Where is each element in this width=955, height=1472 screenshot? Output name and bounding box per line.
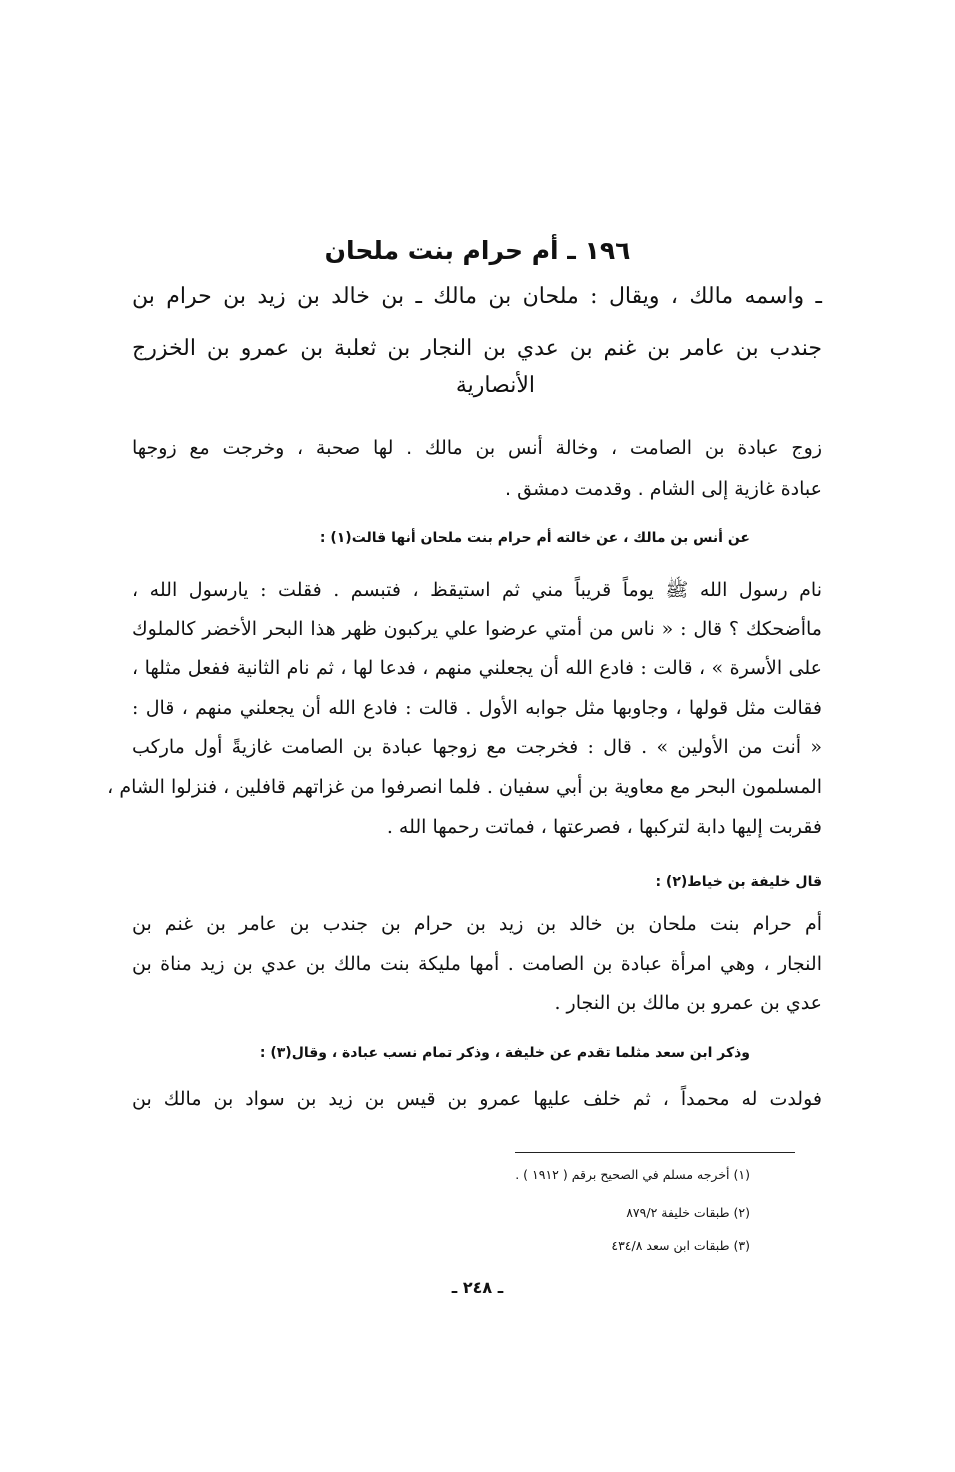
narration-1-line-1: نام رسول الله ﷺ يوماً قريباً مني ثم استيقظ ، فتبسم . فقلت : يارسول الله ،: [132, 579, 822, 601]
narration-3-heading: وذكر ابن سعد مثلما تقدم عن خليفة ، وذكر تمام نسب عبادة ، وقال(٣) :: [259, 1045, 750, 1061]
narration-1-heading: عن أنس بن مالك ، عن خالته أم حرام بنت ملحان أنها قالت(١) :: [319, 530, 750, 546]
narration-1-line-5: « أنت من الأولين » . قال : فخرجت مع زوجها عبادة بن الصامت غازيةً أول ماركب: [132, 736, 822, 758]
footnote-separator: [515, 1152, 795, 1153]
intro-line-1: زوج عبادة بن الصامت ، وخالة أنس بن مالك . لها صحبة ، وخرجت مع زوجها: [132, 437, 822, 459]
narration-1-line-7: فقربت إليها دابة لتركبها ، فصرعتها ، فماتت رحمها الله .: [386, 816, 822, 838]
lineage-line-2: جندب بن عامر بن غنم بن عدي بن النجار بن ثعلبة بن عمرو بن الخزرج: [132, 336, 822, 361]
footnote-2: (٢) طبقات خليفة ٨٧٩/٢: [626, 1205, 750, 1220]
narration-2-heading: قال خليفة بن خياط(٢) :: [655, 874, 822, 890]
intro-line-2: عبادة غازية إلى الشام . وقدمت دمشق .: [505, 478, 822, 500]
narration-2-line-2: النجار ، وهي امرأة عبادة بن الصامت . أمها مليكة بنت مالك بن عدي بن زيد مناة بن: [132, 953, 822, 975]
lineage-line-3: الأنصارية: [455, 373, 535, 398]
lineage-line-1: ـ واسمه مالك ، ويقال : ملحان بن مالك ـ بن خالد بن زيد بن حرام بن: [132, 284, 822, 309]
entry-title: ١٩٦ ـ أم حرام بنت ملحان: [324, 236, 631, 265]
narration-1-line-6: المسلمون البحر مع معاوية بن أبي سفيان . فلما انصرفوا من غزاتهم قافلين ، فنزلوا الشام ،: [107, 776, 822, 798]
footnote-3: (٣) طبقات ابن سعد ٤٣٤/٨: [611, 1238, 750, 1253]
narration-1-line-4: فقالت مثل قولها ، وجاوبها مثل جوابه الأول . قالت : فادع الله أن يجعلني منهم ، قال :: [132, 697, 822, 719]
footnote-1: (١) أخرجه مسلم في الصحيح برقم ( ١٩١٢ ) .: [515, 1167, 750, 1182]
page-number: ـ ٢٤٨ ـ: [451, 1278, 504, 1297]
narration-2-line-1: أم حرام بنت ملحان بن خالد بن زيد بن حرام بن جندب بن عامر بن غنم بن: [132, 913, 822, 935]
narration-1-line-2: ماأضحكك ؟ قال : « ناس من أمتي عرضوا علي يركبون ظهر هذا البحر الأخضر كالملوك: [132, 618, 822, 640]
narration-1-line-3: على الأسرة » ، قالت : فادع الله أن يجعلني منهم ، فدعا لها ، ثم نام الثانية ففعل مثلها ،: [132, 657, 822, 679]
narration-3-line-1: فولدت له محمداً ، ثم خلف عليها عمرو بن قيس بن زيد بن سواد بن مالك بن: [132, 1088, 822, 1110]
narration-2-line-3: عدي بن عمرو بن مالك بن النجار .: [554, 992, 822, 1014]
